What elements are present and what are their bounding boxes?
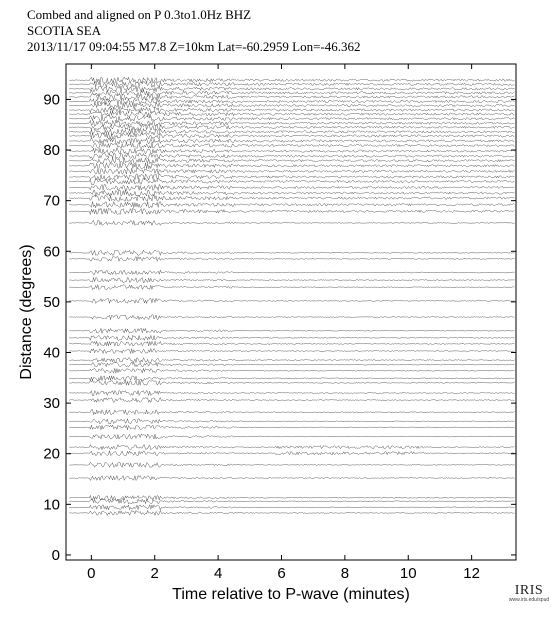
- y-tick-label: 20: [43, 445, 60, 463]
- seismic-trace: [69, 116, 514, 122]
- y-tick-label: 0: [51, 546, 60, 564]
- x-tick-label: 4: [213, 565, 223, 582]
- x-tick-label: 2: [150, 565, 159, 582]
- seismic-trace: [69, 390, 514, 395]
- seismic-trace: [69, 315, 514, 320]
- y-tick-label: 80: [43, 142, 60, 160]
- seismic-trace: [69, 499, 514, 504]
- seismic-trace: [69, 142, 514, 148]
- seismic-trace: [69, 107, 514, 113]
- seismic-trace: [69, 120, 514, 126]
- seismic-trace: [69, 270, 514, 275]
- seismic-trace: [69, 410, 514, 415]
- seismic-trace: [69, 257, 514, 262]
- seismic-trace: [69, 124, 514, 130]
- y-axis-title: Distance (degrees): [18, 244, 35, 380]
- seismic-trace: [69, 168, 514, 174]
- seismic-trace: [69, 190, 514, 196]
- seismic-trace: [69, 362, 514, 367]
- seismic-traces: [69, 77, 514, 515]
- header-filter-line: Combed and aligned on P 0.3to1.0Hz BHZ: [27, 7, 252, 22]
- seismic-trace: [69, 451, 514, 456]
- seismic-trace: [69, 419, 514, 424]
- seismic-trace: [69, 380, 514, 385]
- seismic-trace: [69, 358, 514, 363]
- y-tick-label: 90: [43, 91, 60, 109]
- seismic-trace: [69, 163, 514, 169]
- y-tick-label: 30: [43, 395, 60, 413]
- seismic-trace: [69, 298, 514, 303]
- seismic-trace: [69, 476, 514, 481]
- seismic-trace: [69, 425, 514, 430]
- seismic-trace: [69, 250, 514, 255]
- seismic-trace: [69, 158, 514, 164]
- y-tick-label: 70: [43, 192, 60, 210]
- plot-frame: [66, 64, 516, 560]
- seismic-trace: [69, 505, 514, 510]
- seismic-trace: [69, 285, 514, 290]
- x-axis-title: Time relative to P-wave (minutes): [172, 586, 410, 603]
- seismic-trace: [69, 94, 514, 100]
- seismic-trace: [69, 208, 514, 214]
- seismic-trace: [69, 220, 514, 225]
- seismic-trace: [69, 178, 514, 184]
- seismic-trace: [69, 98, 514, 104]
- y-tick-label: 50: [43, 293, 60, 311]
- seismic-trace: [69, 202, 514, 208]
- y-tick-label: 10: [43, 496, 60, 514]
- seismic-trace: [69, 335, 514, 340]
- seismic-trace: [69, 462, 514, 467]
- seismic-trace: [69, 348, 514, 353]
- x-tick-label: 12: [463, 565, 480, 582]
- header-region-line: SCOTIA SEA: [27, 23, 102, 38]
- seismic-trace: [69, 133, 514, 139]
- y-tick-label: 40: [43, 344, 60, 362]
- seismic-trace: [69, 434, 514, 439]
- seismic-trace: [69, 148, 514, 154]
- iris-logo-mark: IRIS: [514, 583, 544, 598]
- seismic-trace: [69, 102, 514, 108]
- iris-logo-url: www.iris.edu/spud: [508, 597, 550, 603]
- seismic-trace: [69, 341, 514, 346]
- seismic-trace: [69, 328, 514, 333]
- seismic-trace: [69, 398, 514, 403]
- seismic-trace: [69, 368, 514, 373]
- seismic-trace: [69, 86, 514, 92]
- seismic-trace: [69, 495, 514, 500]
- seismic-trace: [69, 278, 514, 283]
- header-event-line: 2013/11/17 09:04:55 M7.8 Z=10km Lat=-60.2959 Lon=-46.362: [27, 39, 361, 54]
- seismic-trace: [69, 90, 514, 96]
- iris-logo: [506, 585, 552, 604]
- seismic-trace: [69, 510, 514, 515]
- x-tick-label: 10: [399, 565, 417, 582]
- seismic-trace: [69, 138, 514, 144]
- seismic-trace: [69, 174, 514, 180]
- x-tick-label: 6: [277, 565, 286, 582]
- x-tick-label: 0: [87, 565, 96, 582]
- seismic-trace: [69, 184, 514, 190]
- y-tick-label: 60: [43, 243, 60, 261]
- seismic-trace: [69, 445, 514, 450]
- x-tick-label: 8: [340, 565, 350, 582]
